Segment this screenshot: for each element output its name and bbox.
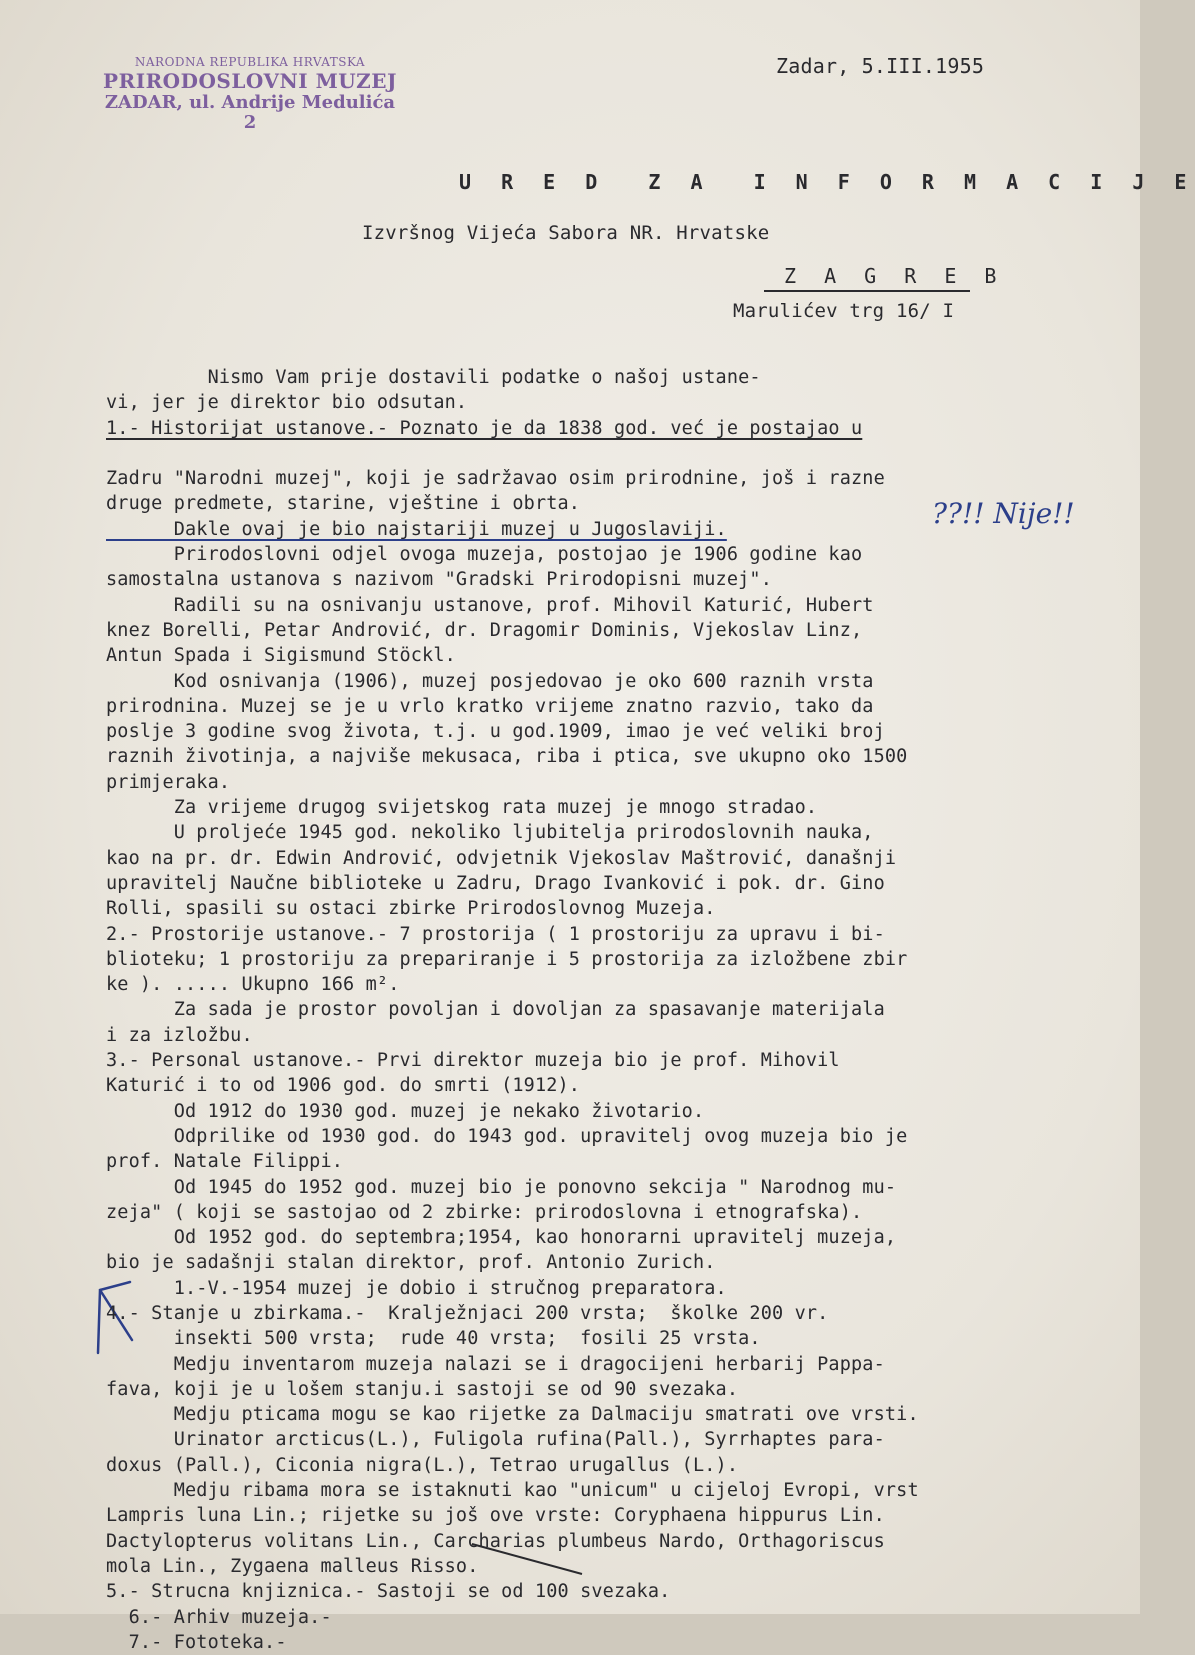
section-heading: 2.- Prostorije ustanove.- 7 prostorija ( 1 prostoriju za upravu i bi- — [106, 923, 885, 945]
body-line: knez Borelli, Petar Andrović, dr. Dragomir Dominis, Vjekoslav Linz, — [106, 619, 863, 641]
body-line-marked: Dakle ovaj je bio najstariji muzej u Jugoslaviji. — [106, 518, 727, 540]
body-line: vi, jer je direktor bio odsutan. — [106, 392, 468, 414]
body-line: U proljeće 1945 god. nekoliko ljubitelja prirodoslovnih nauka, — [106, 822, 874, 844]
body-line: Rolli, spasili su ostaci zbirke Prirodoslovnog Muzeja. — [106, 898, 716, 920]
body-line: Katurić i to od 1906 god. do smrti (1912). — [106, 1075, 581, 1097]
body-line: raznih životinja, a najviše mekusaca, riba i ptica, sve ukupno oko 1500 — [106, 746, 908, 768]
body-line: Kod osnivanja (1906), muzej posjedovao je oko 600 raznih vrsta — [106, 670, 874, 692]
stamp-line-3: ZADAR, ul. Andrije Medulića 2 — [104, 91, 396, 134]
body-line: Medju ribama mora se istaknuti kao "unicum" u cijeloj Evropi, vrst — [106, 1480, 919, 1502]
recipient-city: Z A G R E B — [784, 264, 1005, 288]
body-line: ke ). ..... Ukupno 166 m². — [106, 974, 400, 996]
body-line: bio je sadašnji stalan direktor, prof. Antonio Zurich. — [106, 1252, 716, 1274]
body-line: prirodnina. Muzej se je u vrlo kratko vrijeme znatno razvio, tako da — [106, 695, 874, 717]
body-line: Antun Spada i Sigismund Stöckl. — [106, 645, 456, 667]
city-underline — [764, 290, 970, 292]
body-line: zeja" ( koji se sastojao od 2 zbirke: prirodoslovna i etnografska). — [106, 1201, 863, 1223]
body-line: Lampris luna Lin.; rijetke su još ove vrste: Coryphaena hippurus Lin. — [106, 1505, 885, 1527]
body-line: samostalna ustanova s nazivom "Gradski Prirodopisni muzej". — [106, 569, 772, 591]
body-line: doxus (Pall.), Ciconia nigra(L.), Tetrao urugallus (L.). — [106, 1454, 739, 1476]
body-line: Dactylopterus volitans Lin., Carcharias plumbeus Nardo, Orthagoriscus — [106, 1530, 885, 1552]
body-line: kao na pr. dr. Edwin Andrović, odvjetnik Vjekoslav Maštrović, današnji — [106, 847, 897, 869]
body-line: Od 1912 do 1930 god. muzej je nekako životario. — [106, 1100, 705, 1122]
stamp-line-2: PRIRODOSLOVNI MUZEJ — [103, 68, 397, 93]
recipient-council: Izvršnog Vijeća Sabora NR. Hrvatske — [362, 222, 770, 244]
section-heading: 5.- Strucna knjiznica.- Sastoji se od 100 svezaka. — [106, 1581, 671, 1603]
section-heading: 7.- Fototeka.- — [106, 1631, 287, 1653]
body-line: Medju pticama mogu se kao rijetke za Dalmaciju smatrati ove vrsti. — [106, 1404, 919, 1426]
body-line: Nismo Vam prije dostavili podatke o našoj ustane- — [106, 367, 761, 388]
document-date: Zadar, 5.III.1955 — [776, 54, 985, 78]
section-heading: 4.- Stanje u zbirkama.- Kralježnjaci 200 vrsta; školke 200 vr. — [106, 1302, 829, 1324]
museum-stamp — [100, 56, 400, 134]
section-heading: 3.- Personal ustanove.- Prvi direktor muzeja bio je prof. Mihovil — [106, 1050, 840, 1072]
recipient-office: U R E D Z A I N F O R M A C I J E — [459, 170, 1195, 194]
recipient-address: Marulićev trg 16/ I — [733, 300, 955, 322]
handwritten-annotation: ??!! Nije!! — [932, 497, 1075, 530]
body-line: Prirodoslovni odjel ovoga muzeja, postojao je 1906 godine kao — [106, 544, 863, 566]
body-line — [106, 441, 1126, 466]
body-line: Od 1952 god. do septembra;1954, kao honorarni upravitelj muzeja, — [106, 1227, 897, 1249]
stamp-line-1: NARODNA REPUBLIKA HRVATSKA — [134, 55, 366, 69]
body-line: Za vrijeme drugog svijetskog rata muzej je mnogo stradao. — [106, 797, 818, 819]
body-line: druge predmete, starine, vještine i obrta. — [106, 493, 581, 515]
body-line: poslje 3 godine svog života, t.j. u god.1909, imao je već veliki broj — [106, 721, 885, 743]
body-line: Medju inventarom muzeja nalazi se i dragocijeni herbarij Pappa- — [106, 1353, 885, 1375]
body-line: Urinator arcticus(L.), Fuligola rufina(Pall.), Syrrhaptes para- — [106, 1429, 885, 1451]
body-line: Od 1945 do 1952 god. muzej bio je ponovno sekcija " Narodnog mu- — [106, 1176, 897, 1198]
body-line: 1.-V.-1954 muzej je dobio i stručnog preparatora. — [106, 1277, 727, 1299]
body-line: Odprilike od 1930 god. do 1943 god. upravitelj ovog muzeja bio je — [106, 1125, 908, 1147]
body-line: Za sada je prostor povoljan i dovoljan za spasavanje materijala — [106, 999, 885, 1021]
body-line: Zadru "Narodni muzej", koji je sadržavao osim prirodnine, još i razne — [106, 468, 885, 490]
body-line: blioteku; 1 prostoriju za prepariranje i 5 prostorija za izložbene zbir — [106, 948, 908, 970]
section-heading: 6.- Arhiv muzeja.- — [106, 1606, 332, 1628]
section-heading: 1.- Historijat ustanove.- Poznato je da 1838 god. već je postajao u — [106, 417, 863, 439]
body-line: insekti 500 vrsta; rude 40 vrsta; fosili 25 vrsta. — [106, 1328, 761, 1350]
body-line: primjeraka. — [106, 771, 231, 793]
letter-body — [106, 365, 1126, 1655]
body-line: mola Lin., Zygaena malleus Risso. — [106, 1555, 479, 1577]
body-line: i za izložbu. — [106, 1024, 253, 1046]
body-line: prof. Natale Filippi. — [106, 1151, 344, 1173]
body-line: Radili su na osnivanju ustanove, prof. Mihovil Katurić, Hubert — [106, 594, 874, 616]
body-line-marked: fava, koji je u lošem stanju.i sastoji se od 90 svezaka. — [106, 1378, 739, 1400]
body-line: upravitelj Naučne biblioteke u Zadru, Drago Ivanković i pok. dr. Gino — [106, 872, 885, 894]
